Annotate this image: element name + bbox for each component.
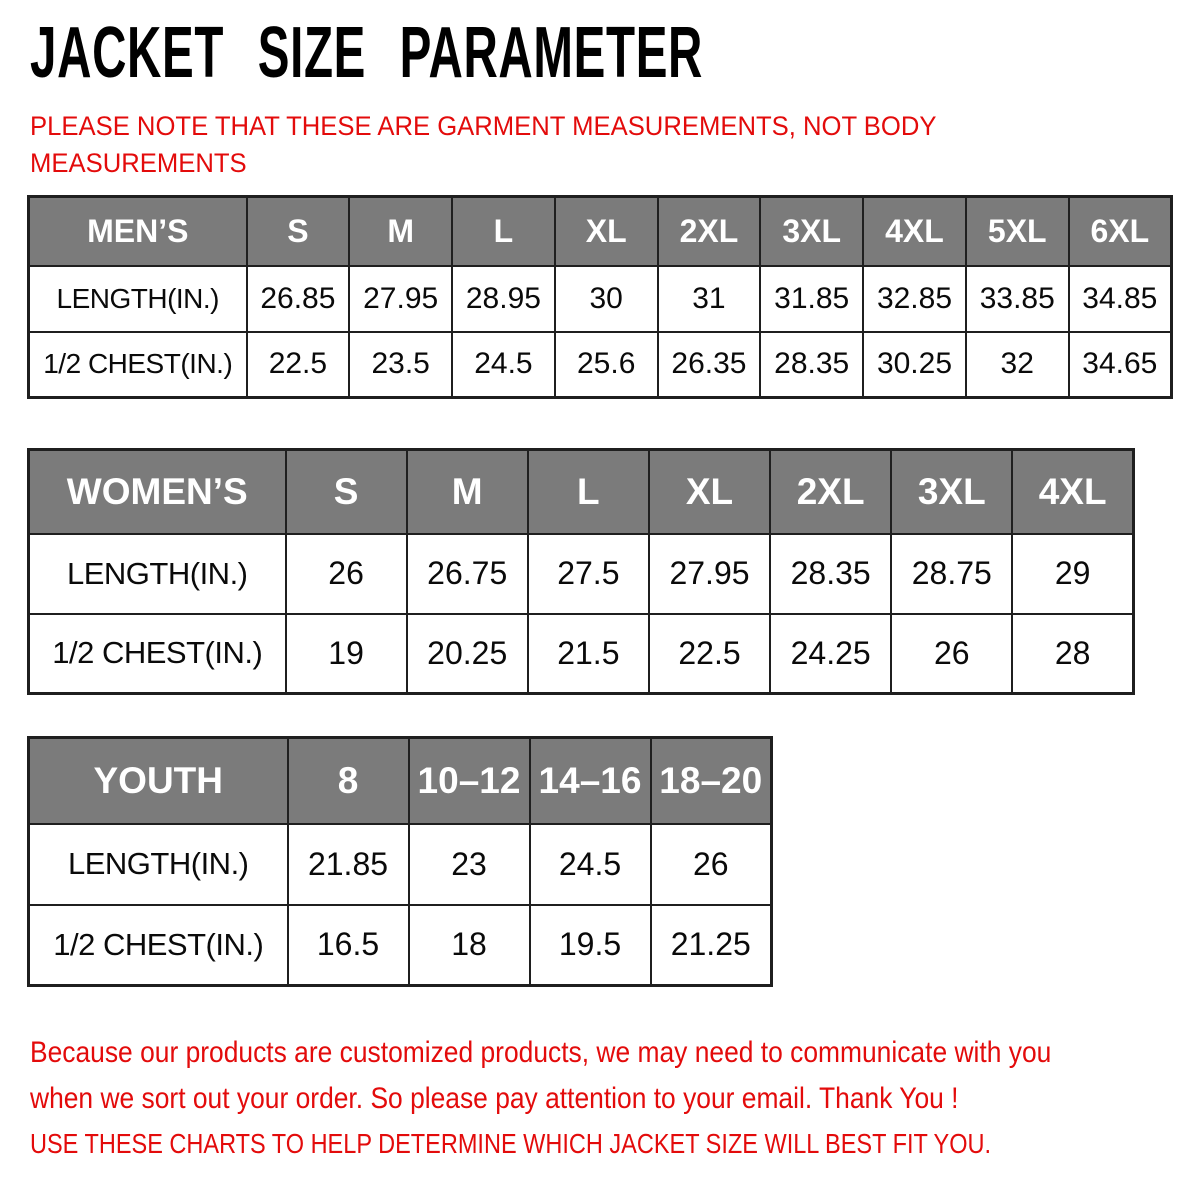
size-value: 25.6 (555, 332, 658, 398)
size-value: 32.85 (863, 266, 966, 332)
size-value: 26 (286, 534, 407, 614)
size-value: 26.75 (407, 534, 528, 614)
size-value: 31 (658, 266, 761, 332)
size-header-cell: 2XL (658, 197, 761, 266)
size-value: 28.35 (770, 534, 891, 614)
table-row (29, 266, 1172, 332)
size-header-cell: 10–12 (409, 738, 530, 824)
size-value: 22.5 (649, 614, 770, 694)
size-value: 27.95 (649, 534, 770, 614)
size-header-cell: 18–20 (651, 738, 772, 824)
size-header-cell: L (452, 197, 555, 266)
size-value: 26 (651, 824, 772, 905)
size-value: 28.95 (452, 266, 555, 332)
customization-notice (30, 1030, 1051, 1122)
size-value: 24.5 (530, 824, 651, 905)
size-value: 24.25 (770, 614, 891, 694)
size-value: 34.65 (1069, 332, 1172, 398)
size-value: 27.95 (349, 266, 452, 332)
table-title-cell: MEN’S (29, 197, 247, 266)
table-row (29, 332, 1172, 398)
size-value: 29 (1012, 534, 1133, 614)
size-value: 33.85 (966, 266, 1069, 332)
size-value: 34.85 (1069, 266, 1172, 332)
size-value: 28.35 (760, 332, 863, 398)
size-header-cell: 4XL (863, 197, 966, 266)
size-header-cell: M (407, 450, 528, 534)
size-value: 32 (966, 332, 1069, 398)
size-value: 21.85 (288, 824, 409, 905)
row-label: LENGTH(IN.) (29, 266, 247, 332)
size-value: 23 (409, 824, 530, 905)
size-header-cell: 3XL (891, 450, 1012, 534)
size-value: 27.5 (528, 534, 649, 614)
table-title-cell: YOUTH (29, 738, 288, 824)
size-value: 30.25 (863, 332, 966, 398)
mens-size-table (27, 195, 1173, 399)
size-header-cell: 14–16 (530, 738, 651, 824)
table-header-row (29, 738, 772, 824)
table-row (29, 905, 772, 986)
table-row (29, 614, 1134, 694)
size-header-cell: 8 (288, 738, 409, 824)
note-line: PLEASE NOTE THAT THESE ARE GARMENT MEASUREMENTS, NOT BODY (30, 111, 937, 141)
size-value: 19 (286, 614, 407, 694)
size-header-cell: 4XL (1012, 450, 1133, 534)
size-header-cell: 6XL (1069, 197, 1172, 266)
row-label: LENGTH(IN.) (29, 534, 286, 614)
size-header-cell: XL (649, 450, 770, 534)
size-value: 26 (891, 614, 1012, 694)
size-value: 23.5 (349, 332, 452, 398)
size-value: 19.5 (530, 905, 651, 986)
size-header-cell: 5XL (966, 197, 1069, 266)
table-title-cell: WOMEN’S (29, 450, 286, 534)
size-value: 22.5 (247, 332, 350, 398)
garment-measurement-note (30, 108, 936, 182)
size-value: 30 (555, 266, 658, 332)
size-value: 24.5 (452, 332, 555, 398)
size-value: 26.35 (658, 332, 761, 398)
womens-size-table (27, 448, 1135, 695)
notice-line: Because our products are customized products, we may need to communicate with you (30, 1036, 1052, 1069)
size-header-cell: XL (555, 197, 658, 266)
size-value: 26.85 (247, 266, 350, 332)
table-header-row (29, 197, 1172, 266)
youth-size-table (27, 736, 773, 987)
size-header-cell: L (528, 450, 649, 534)
size-header-cell: 2XL (770, 450, 891, 534)
size-value: 21.25 (651, 905, 772, 986)
row-label: LENGTH(IN.) (29, 824, 288, 905)
page-title: JACKET SIZE PARAMETER (30, 13, 704, 93)
notice-line: when we sort out your order. So please pay attention to your email. Thank You ! (30, 1082, 959, 1115)
chart-usage-advice: USE THESE CHARTS TO HELP DETERMINE WHICH JACKET SIZE WILL BEST FIT YOU. (30, 1128, 992, 1159)
size-header-cell: M (349, 197, 452, 266)
size-header-cell: 3XL (760, 197, 863, 266)
row-label: 1/2 CHEST(IN.) (29, 614, 286, 694)
size-value: 28.75 (891, 534, 1012, 614)
row-label: 1/2 CHEST(IN.) (29, 905, 288, 986)
size-value: 31.85 (760, 266, 863, 332)
note-line: MEASUREMENTS (30, 148, 247, 178)
size-value: 16.5 (288, 905, 409, 986)
row-label: 1/2 CHEST(IN.) (29, 332, 247, 398)
table-header-row (29, 450, 1134, 534)
size-header-cell: S (247, 197, 350, 266)
size-header-cell: S (286, 450, 407, 534)
table-row (29, 824, 772, 905)
size-value: 18 (409, 905, 530, 986)
table-row (29, 534, 1134, 614)
size-value: 20.25 (407, 614, 528, 694)
size-value: 28 (1012, 614, 1133, 694)
size-value: 21.5 (528, 614, 649, 694)
